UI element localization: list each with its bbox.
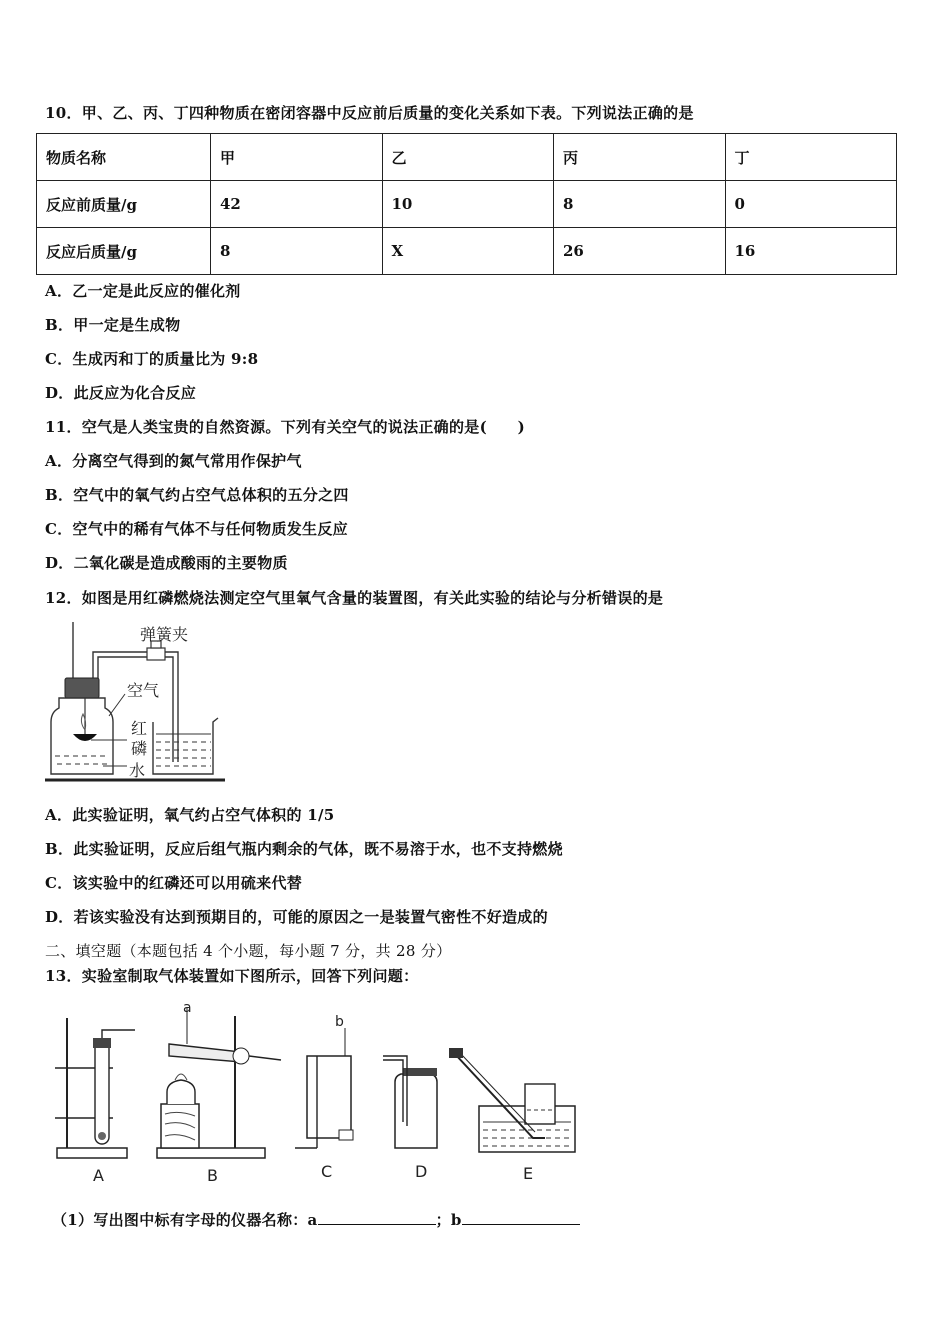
table-row xyxy=(37,181,897,228)
water-label: 水 xyxy=(129,761,146,780)
q11-option-d: D．二氧化碳是造成酸雨的主要物质 xyxy=(45,554,288,572)
table-cell: X xyxy=(382,228,554,275)
apparatus-label-b: B xyxy=(207,1166,218,1185)
table-cell: 16 xyxy=(725,228,897,275)
q11-option-c: C．空气中的稀有气体不与任何物质发生反应 xyxy=(45,520,348,538)
apparatus-label-e: E xyxy=(523,1164,534,1183)
apparatus-label-d: D xyxy=(415,1162,428,1181)
clamp-label: 弹簧夹 xyxy=(140,625,189,644)
air-label: 空气 xyxy=(127,681,160,700)
marker-b: b xyxy=(335,1014,344,1030)
mass-table xyxy=(36,133,897,275)
q10-option-c: C．生成丙和丁的质量比为 9:8 xyxy=(45,350,259,368)
red-phosphorus-label-1: 红 xyxy=(131,719,148,738)
q12-option-d: D．若该实验没有达到预期目的，可能的原因之一是装置气密性不好造成的 xyxy=(45,908,548,926)
q13-sub1 xyxy=(52,1209,580,1230)
red-phosphorus-label-2: 磷 xyxy=(131,739,148,758)
table-cell: 物质名称 xyxy=(37,134,211,181)
gas-apparatus-figure xyxy=(45,998,605,1188)
table-cell: 乙 xyxy=(382,134,554,181)
table-cell: 甲 xyxy=(211,134,383,181)
oxygen-apparatus-figure xyxy=(45,618,235,786)
q10-option-a: A．乙一定是此反应的催化剂 xyxy=(45,282,241,300)
table-cell: 26 xyxy=(554,228,726,275)
section-title: 二、填空题（本题包括 4 个小题，每小题 7 分，共 28 分） xyxy=(45,942,452,960)
apparatus-a-drawing xyxy=(55,1018,135,1158)
q13-sub1-prefix: （1）写出图中标有字母的仪器名称：a xyxy=(52,1211,318,1229)
q10-option-b: B．甲一定是生成物 xyxy=(45,316,181,334)
q11-option-a: A．分离空气得到的氮气常用作保护气 xyxy=(45,452,302,470)
table-cell: 反应后质量/g xyxy=(37,228,211,275)
marker-a: a xyxy=(183,1000,192,1016)
table-cell: 8 xyxy=(211,228,383,275)
apparatus-d-drawing xyxy=(383,1056,437,1148)
apparatus-label-a: A xyxy=(93,1166,104,1185)
apparatus-e-drawing xyxy=(449,1048,575,1152)
table-cell: 10 xyxy=(382,181,554,228)
q13-stem: 13．实验室制取气体装置如下图所示，回答下列问题： xyxy=(45,967,419,985)
table-cell: 丁 xyxy=(725,134,897,181)
apparatus-c-drawing xyxy=(295,1028,353,1148)
answer-blank-b[interactable] xyxy=(462,1210,580,1225)
table-cell: 42 xyxy=(211,181,383,228)
q10-option-d: D．此反应为化合反应 xyxy=(45,384,197,402)
q12-stem: 12．如图是用红磷燃烧法测定空气里氧气含量的装置图，有关此实验的结论与分析错误的是 xyxy=(45,589,664,607)
table-row xyxy=(37,228,897,275)
table-cell: 8 xyxy=(554,181,726,228)
apparatus-label-c: C xyxy=(321,1162,333,1181)
q12-option-c: C．该实验中的红磷还可以用硫来代替 xyxy=(45,874,303,892)
q12-option-a: A．此实验证明，氧气约占空气体积的 1/5 xyxy=(45,806,335,824)
q11-stem: 11．空气是人类宝贵的自然资源。下列有关空气的说法正确的是( ) xyxy=(45,418,525,436)
q10-stem: 10．甲、乙、丙、丁四种物质在密闭容器中反应前后质量的变化关系如下表。下列说法正确的是 xyxy=(45,104,694,122)
answer-blank-a[interactable] xyxy=(318,1210,436,1225)
apparatus-b-drawing xyxy=(157,1008,281,1158)
table-row xyxy=(37,134,897,181)
q13-sub1-sep: ；b xyxy=(435,1211,462,1229)
table-cell: 0 xyxy=(725,181,897,228)
q11-option-b: B．空气中的氧气约占空气总体积的五分之四 xyxy=(45,486,349,504)
table-cell: 反应前质量/g xyxy=(37,181,211,228)
q12-option-b: B．此实验证明，反应后组气瓶内剩余的气体，既不易溶于水，也不支持燃烧 xyxy=(45,840,563,858)
table-cell: 丙 xyxy=(554,134,726,181)
gas-apparatus-diagram xyxy=(45,998,605,1188)
